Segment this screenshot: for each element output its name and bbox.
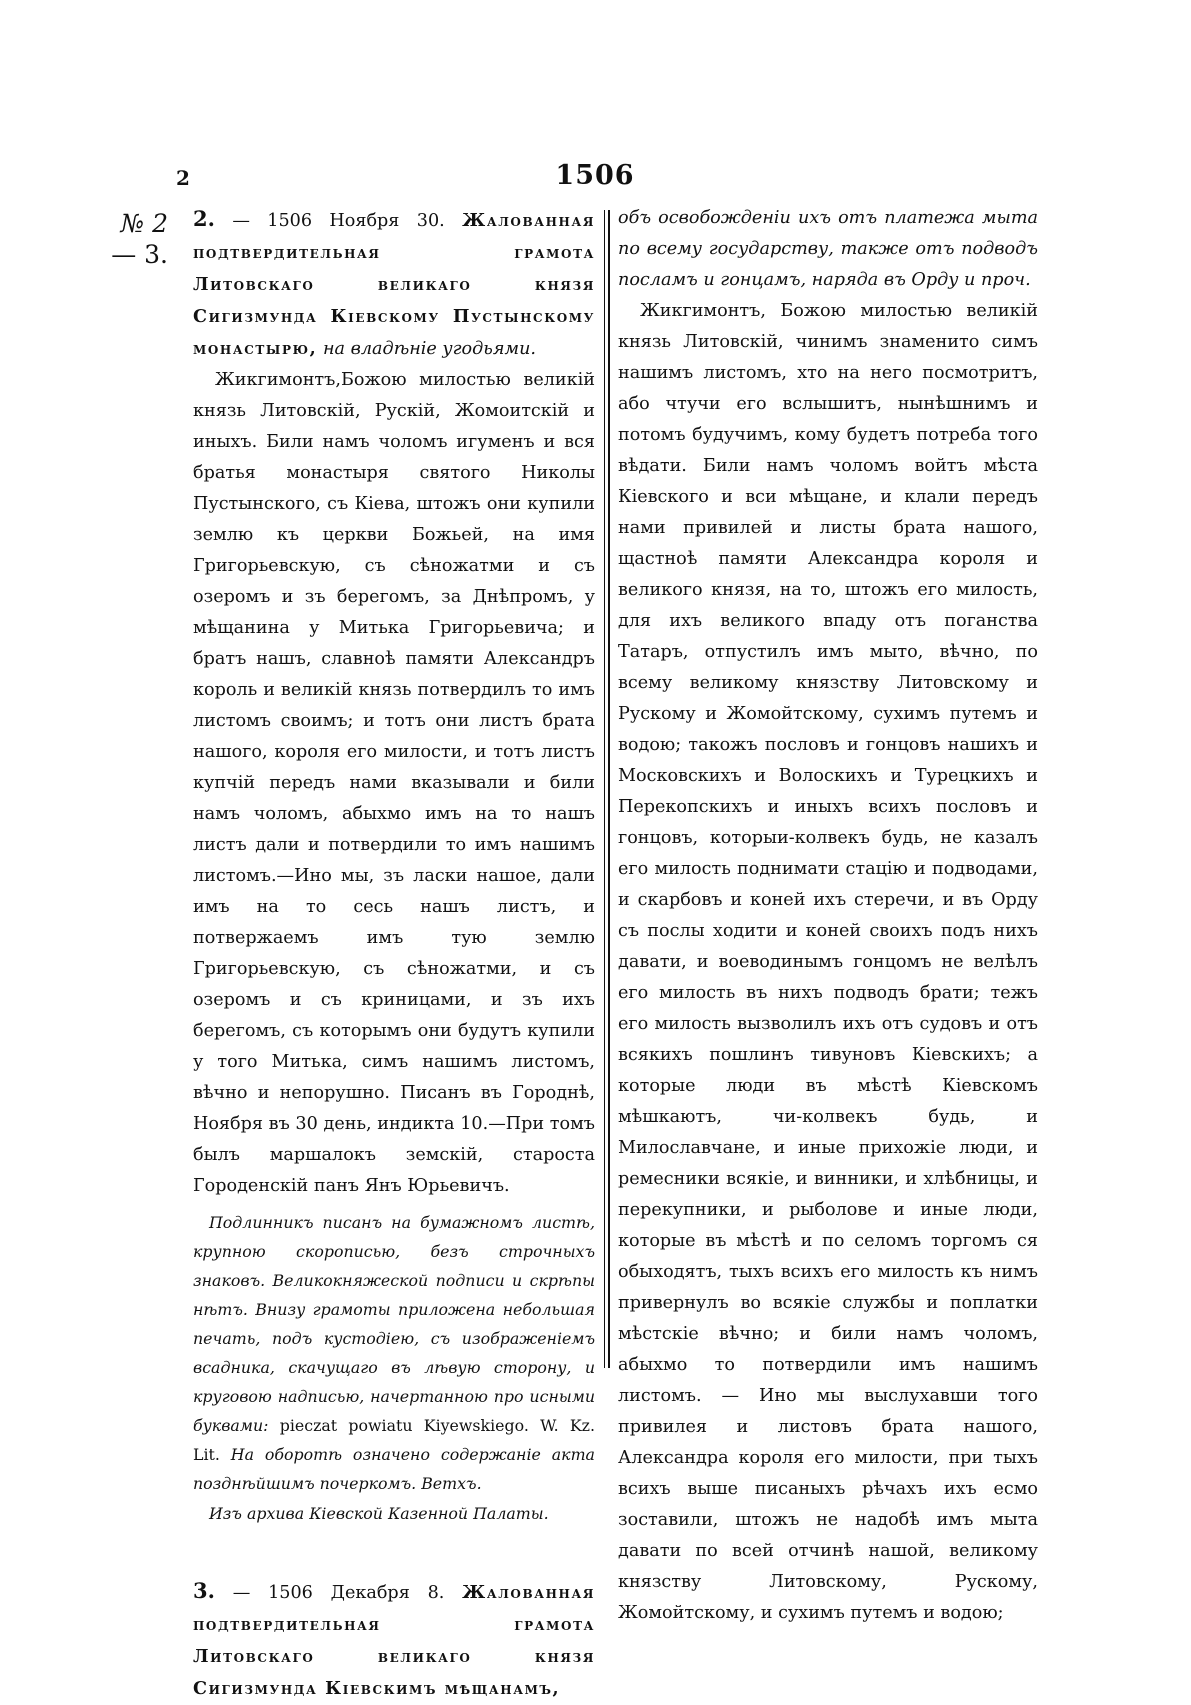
doc2-seal-legend: pieczat powiatu Kiyewskiego. W. Kz. Lit. [193,1416,595,1464]
doc3-number: 3. [193,1578,215,1603]
doc2-archive: Изъ архива Кіевской Казенной Палаты. [209,1504,549,1523]
doc3-title-italic: объ освобожденіи ихъ отъ платежа мыта по всему государству, также отъ подводъ посламъ и гонцамъ, наряда въ Орду и проч. [618,208,1038,290]
doc2-heading [193,203,595,365]
section-gap [193,1529,595,1575]
right-column [618,203,1038,1629]
doc2-title: Жалованная подтвердительная грамота Литовскаго великаго князя Сигизмунда Кіевскому Пустынскому монастырю, [193,210,596,359]
doc2-date: — 1506 Ноября 30. [232,211,445,231]
doc2-note-part2: На оборотѣ означено содержаніе акта позднѣйшимъ почеркомъ. Ветхъ. [193,1445,595,1493]
doc2-title-italic: на владѣніе угодьями. [322,339,537,359]
margin-range-label: — 3. [111,240,168,269]
doc3-heading [193,1575,595,1705]
doc3-title: Жалованная подтвердительная грамота Литовскаго великаго князя Сигизмунда Кіевскимъ мѣщанамъ, [193,1582,596,1699]
year-header: 1506 [555,160,635,191]
doc2-note [193,1208,595,1498]
doc2-body: Жикгимонтъ,Божою милостью великій князь Литовскій, Рускій, Жомоитскій и иныхъ. Били намъ чоломъ игуменъ и вся братья монастыря святого Николы Пустынского, съ Кіева, штожъ они купили землю къ церкви Божьей, на имя Григорьевскую, съ сѣножатми и съ озеромъ и зъ берегомъ, за Днѣпромъ, у мѣщанина у Митька Григорьевича; и братъ нашъ, славноѣ памяти Александръ король и великій князь потвердилъ то имъ листомъ своимъ; и тотъ они листъ брата нашого, короля его милости, и тотъ листъ купчій передъ нами вказывали и били намъ чоломъ, абыхмо имъ на то нашъ листъ дали и потвердили то имъ нашимъ листомъ.—Ино мы, зъ ласки нашое, дали имъ на то сесь нашъ листъ, и потвержаемъ имъ тую землю Григорьевскую, съ сѣножатми, и съ озеромъ и съ криницами, и зъ ихъ берегомъ, съ которымъ они будутъ купили у того Митька, симъ нашимъ листомъ, вѣчно и непорушно. Писанъ въ Городнѣ, Ноября въ 30 день, индикта 10.—При томъ былъ маршалокъ земскій, староста Городенскій панъ Янъ Юрьевичъ. [193,370,595,1196]
doc3-body: Жикгимонтъ, Божою милостью великій князь Литовскій, чинимъ знаменито симъ нашимъ листомъ, хто на него посмотритъ, або чтучи его вслышитъ, нынѣшнимъ и потомъ будучимъ, кому будетъ потреба того вѣдати. Били намъ чоломъ войтъ мѣста Кіевского и вси мѣщане, и клали передъ нами привилей и листы брата нашого, щастноѣ памяти Александра короля и великого князя, на то, штожъ его милость, для ихъ великого впаду отъ поганства Татаръ, отпустилъ имъ мыто, вѣчно, по всему великому князству Литовскому и Рускому и Жомойтскому, сухимъ путемъ и водою; такожъ пословъ и гонцовъ нашихъ и Московскихъ и Волоскихъ и Турецкихъ и Перекопскихъ и иныхъ всихъ пословъ и гонцовъ, которыи-колвекъ будь, не казалъ его милость поднимати стацію и подводами, и скарбовъ и коней ихъ стеречи, и въ Орду съ послы ходити и коней своихъ подъ нихъ давати, и воеводинымъ гонцомъ не велѣлъ его милость въ нихъ подводъ брати; тежъ его милость вызволилъ ихъ отъ судовъ и отъ всякихъ пошлинъ тивуновъ Кіевскихъ; а которые люди въ мѣстѣ Кіевскомъ мѣшкаютъ, чи-колвекъ будь, и Милославчане, и иные прихожіе люди, и ремесники всякіе, и винники, и хлѣбницы, и перекупники, и рыболове и иные люди, которые въ мѣстѣ и по селомъ торгомъ ся обыходятъ, тыхъ всихъ его милость къ нимъ привернулъ во всякіе службы и поплатки мѣстскіе вѣчно; и били намъ чоломъ, абыхмо то потвердили имъ нашимъ листомъ. — Ино мы выслухавши того привилея и листовъ брата нашого, Александра короля его милости, при тыхъ всихъ выше писаныхъ рѣчахъ ихъ есмо зоставили, штожъ не надобѣ имъ мыта давати по всей отчинѣ нашой, великому князству Литовскому, Рускому, Жомойтскому, и сухимъ путемъ и водою; [618,301,1038,1623]
column-divider-double [608,210,610,1368]
doc2-note-part1: Подлинникъ писанъ на бумажномъ листѣ, крупною скорописью, безъ строчныхъ знаковъ. Великокняжеской подписи и скрѣпы нѣтъ. Внизу грамоты приложена небольшая печать, подъ кустодіею, съ изображеніемъ всадника, скачущаго въ лѣвую сторону, и круговою надписью, начертанною про исными буквами: [193,1213,595,1435]
page-number: 2 [176,166,190,190]
column-divider [604,210,605,1368]
doc3-heading-continued [618,203,1038,296]
doc2-number: 2. [193,206,215,231]
left-column [193,203,595,1705]
margin-entry-range [102,208,168,270]
margin-entry-label: № 2 [120,209,168,238]
doc3-date: — 1506 Декабря 8. [232,1583,445,1603]
